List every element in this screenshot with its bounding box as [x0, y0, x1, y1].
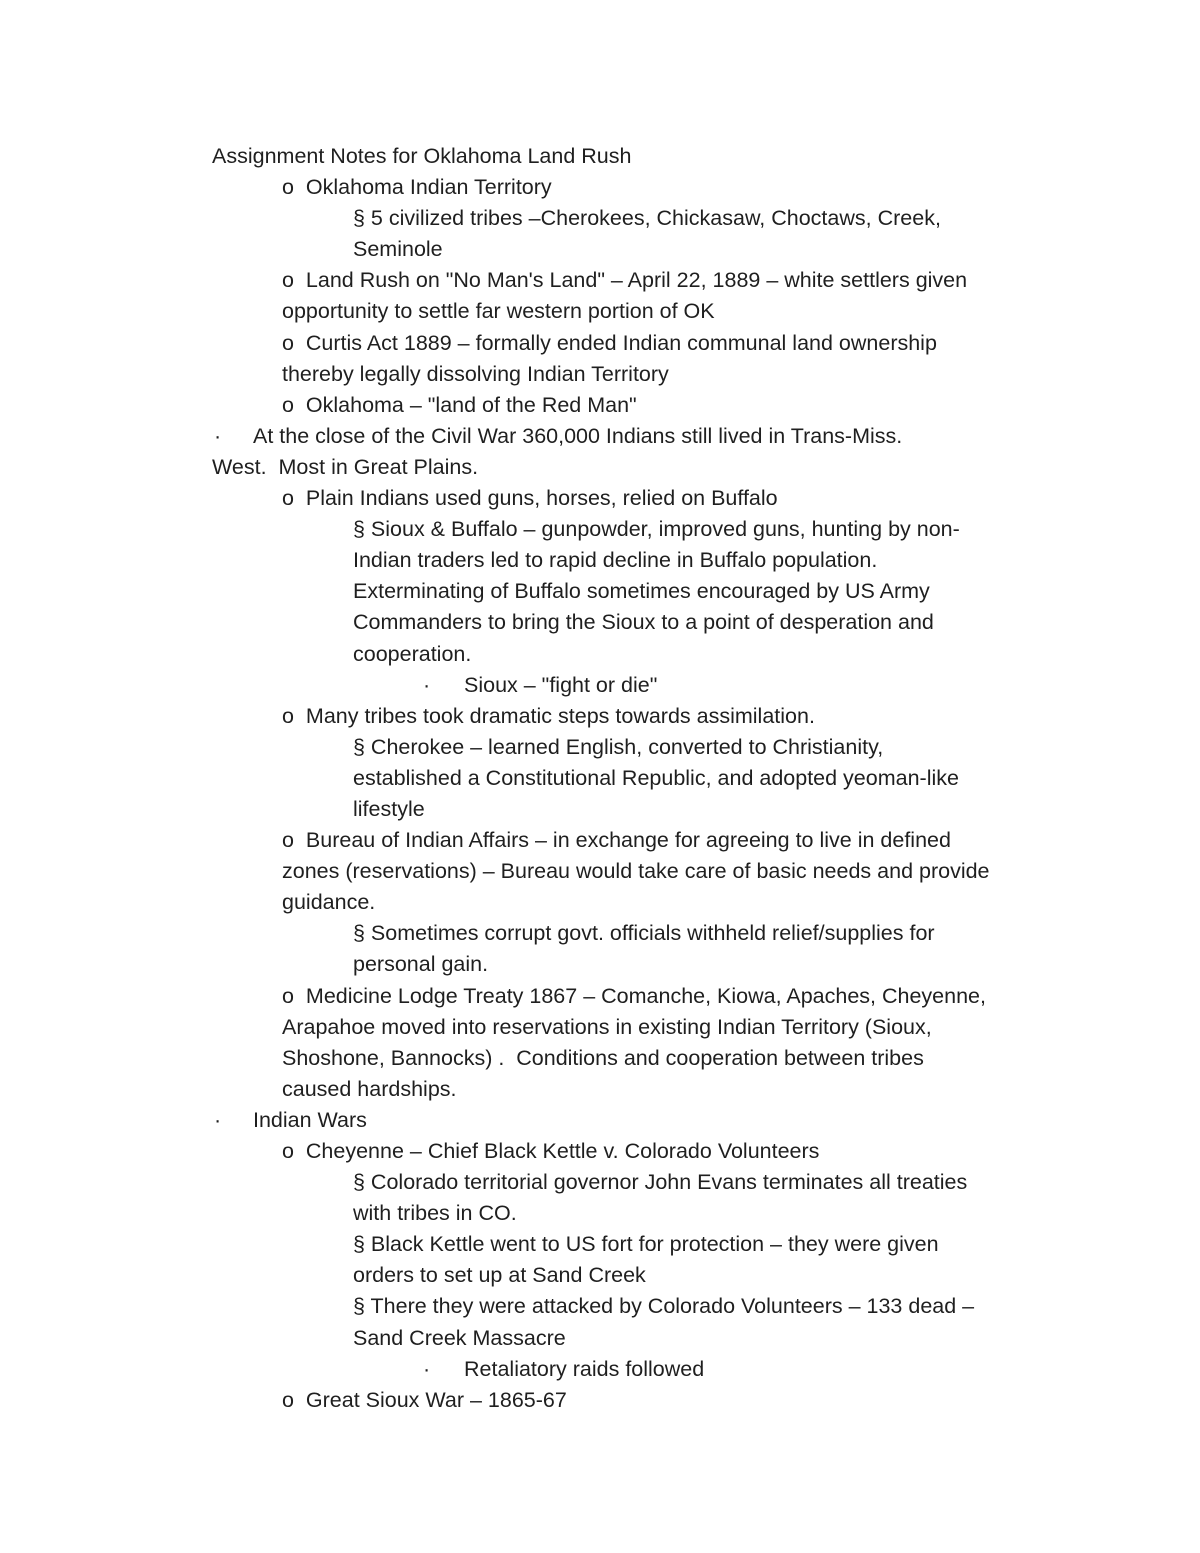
- list-item: [0, 1043, 1200, 1074]
- bullet-text: § Cherokee – learned English, converted to Christianity,: [353, 734, 884, 759]
- bullet-dot: ·: [214, 423, 222, 448]
- list-item: [0, 701, 1200, 732]
- list-item: [0, 949, 1200, 980]
- list-item: [0, 172, 1200, 203]
- bullet-text: West. Most in Great Plains.: [212, 454, 479, 479]
- bullet-text: Retaliatory raids followed: [464, 1356, 705, 1381]
- list-item: [0, 1105, 1200, 1136]
- list-item: [0, 856, 1200, 887]
- title-line: [0, 141, 1200, 172]
- bullet-text: o Oklahoma – "land of the Red Man": [282, 392, 637, 417]
- bullet-text: Sand Creek Massacre: [353, 1325, 566, 1350]
- list-item: [0, 1198, 1200, 1229]
- bullet-text: cooperation.: [353, 641, 472, 666]
- list-item: [0, 452, 1200, 483]
- list-item: [0, 1229, 1200, 1260]
- list-item: [0, 1074, 1200, 1105]
- document-title: Assignment Notes for Oklahoma Land Rush: [212, 144, 632, 168]
- list-item: [0, 732, 1200, 763]
- bullet-text: o Curtis Act 1889 – formally ended Indian communal land ownership: [282, 330, 937, 355]
- list-item: [0, 1291, 1200, 1322]
- list-item: [0, 421, 1200, 452]
- bullet-text: o Bureau of Indian Affairs – in exchange for agreeing to live in defined: [282, 828, 951, 853]
- list-item: [0, 390, 1200, 421]
- list-item: [0, 483, 1200, 514]
- bullet-text: Sioux – "fight or die": [464, 672, 658, 697]
- bullet-text: orders to set up at Sand Creek: [353, 1263, 646, 1288]
- list-item: [0, 265, 1200, 296]
- bullet-text: o Land Rush on "No Man's Land" – April 22, 1889 – white settlers given: [282, 268, 968, 293]
- list-item: [0, 1260, 1200, 1291]
- bullet-text: guidance.: [282, 890, 376, 915]
- bullet-text: Indian Wars: [253, 1107, 367, 1132]
- list-item: [0, 328, 1200, 359]
- list-item: [0, 1354, 1200, 1385]
- bullet-text: § Sioux & Buffalo – gunpowder, improved guns, hunting by non-: [353, 517, 960, 542]
- document-page: [0, 141, 1200, 1416]
- bullet-text: Shoshone, Bannocks) . Conditions and cooperation between tribes: [282, 1045, 924, 1070]
- bullet-text: o Cheyenne – Chief Black Kettle v. Colorado Volunteers: [282, 1139, 820, 1163]
- bullet-text: § Sometimes corrupt govt. officials withheld relief/supplies for: [353, 921, 935, 946]
- list-item: [0, 607, 1200, 638]
- bullet-text: o Medicine Lodge Treaty 1867 – Comanche, Kiowa, Apaches, Cheyenne,: [282, 983, 986, 1008]
- bullet-text: Exterminating of Buffalo sometimes encouraged by US Army: [353, 579, 930, 604]
- list-item: [0, 1136, 1200, 1167]
- list-item: [0, 1323, 1200, 1354]
- bullet-text: personal gain.: [353, 952, 489, 977]
- list-item: [0, 981, 1200, 1012]
- list-item: [0, 825, 1200, 856]
- bullet-dot: ·: [214, 1107, 222, 1132]
- list-item: [0, 203, 1200, 234]
- bullet-text: o Oklahoma Indian Territory: [282, 175, 552, 200]
- bullet-text: o Great Sioux War – 1865-67: [282, 1387, 567, 1412]
- bullet-text: o Plain Indians used guns, horses, relied on Buffalo: [282, 486, 778, 511]
- bullet-text: lifestyle: [353, 796, 425, 821]
- bullet-text: zones (reservations) – Bureau would take care of basic needs and provide: [282, 859, 990, 884]
- bullet-text: § 5 civilized tribes –Cherokees, Chickasaw, Choctaws, Creek,: [353, 206, 941, 231]
- list-item: [0, 887, 1200, 918]
- bullet-text: opportunity to settle far western portion of OK: [282, 299, 715, 324]
- bullet-text: § Black Kettle went to US fort for protection – they were given: [353, 1232, 939, 1257]
- list-item: [0, 670, 1200, 701]
- bullet-text: § Colorado territorial governor John Evans terminates all treaties: [353, 1170, 968, 1195]
- bullet-text: Commanders to bring the Sioux to a point of desperation and: [353, 610, 934, 635]
- bullet-text: o Many tribes took dramatic steps towards assimilation.: [282, 703, 815, 728]
- bullet-text: § There they were attacked by Colorado Volunteers – 133 dead –: [353, 1294, 975, 1319]
- bullet-text: with tribes in CO.: [353, 1201, 517, 1226]
- list-item: [0, 1012, 1200, 1043]
- bullet-text: caused hardships.: [282, 1076, 457, 1101]
- list-item: [0, 234, 1200, 265]
- bullet-text: thereby legally dissolving Indian Territory: [282, 361, 669, 386]
- list-item: [0, 1385, 1200, 1416]
- list-item: [0, 794, 1200, 825]
- bullet-text: At the close of the Civil War 360,000 Indians still lived in Trans-Miss.: [253, 423, 903, 448]
- list-item: [0, 296, 1200, 327]
- list-item: [0, 639, 1200, 670]
- bullet-dot: ·: [423, 672, 431, 697]
- list-item: [0, 545, 1200, 576]
- list-item: [0, 359, 1200, 390]
- list-item: [0, 763, 1200, 794]
- bullet-text: Indian traders led to rapid decline in Buffalo population.: [353, 548, 878, 573]
- bullet-text: Seminole: [353, 237, 443, 262]
- list-item: [0, 1167, 1200, 1198]
- list-item: [0, 514, 1200, 545]
- list-item: [0, 918, 1200, 949]
- bullet-text: Arapahoe moved into reservations in existing Indian Territory (Sioux,: [282, 1014, 932, 1039]
- bullet-dot: ·: [423, 1356, 431, 1381]
- list-item: [0, 576, 1200, 607]
- bullet-text: established a Constitutional Republic, and adopted yeoman-like: [353, 765, 959, 790]
